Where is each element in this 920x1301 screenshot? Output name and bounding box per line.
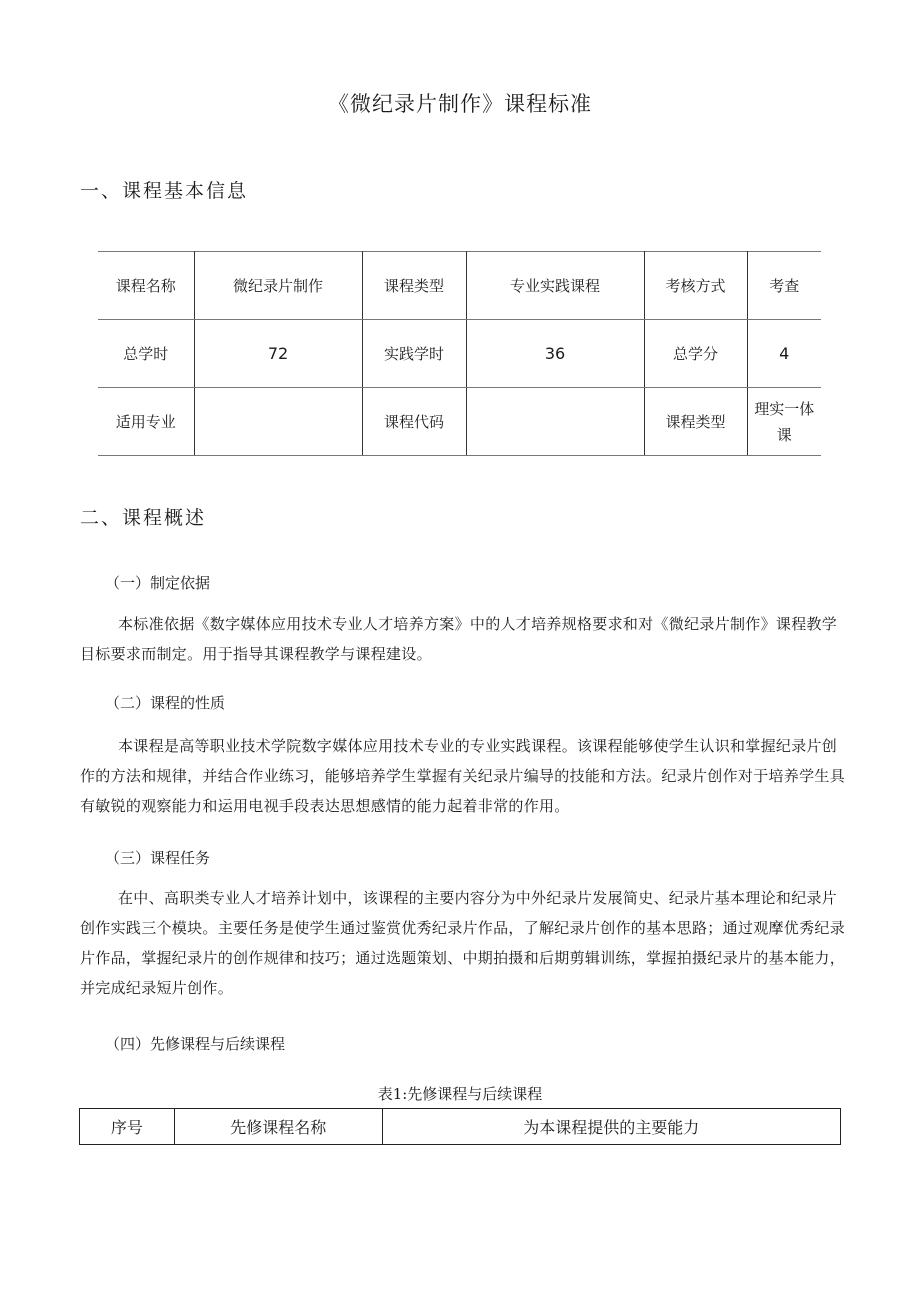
table-header-row	[80, 1109, 841, 1145]
paragraph-text: 本课程是高等职业技术学院数字媒体应用技术专业的专业实践课程。该课程能够使学生认识和掌握纪录片创作的方法和规律，并结合作业练习，能够培养学生掌握有关纪录片编导的技能和方法。纪录片创作对于培养学生具有敏锐的观察能力和运用电视手段表达思想感情的能力起着非常的作用。	[80, 737, 846, 815]
subsection-heading-basis: （一）制定依据	[105, 574, 211, 592]
column-header-abilities: 为本课程提供的主要能力	[382, 1109, 840, 1145]
info-value-major	[194, 388, 362, 456]
info-label-course-category: 课程类型	[644, 388, 747, 456]
section-heading-overview: 二、课程概述	[80, 507, 207, 529]
info-label-assessment: 考核方式	[644, 252, 747, 320]
info-label-credits: 总学分	[644, 320, 747, 388]
subsection-heading-prerequisites: （四）先修课程与后续课程	[105, 1035, 286, 1053]
table-row	[98, 388, 821, 456]
paragraph-text: 本标准依据《数字媒体应用技术专业人才培养方案》中的人才培养规格要求和对《微纪录片制作》课程教学目标要求而制定。用于指导其课程教学与课程建设。	[80, 615, 838, 663]
table-row	[98, 320, 821, 388]
info-value-course-type: 专业实践课程	[466, 252, 644, 320]
info-label-course-code: 课程代码	[362, 388, 466, 456]
paragraph-tasks	[80, 883, 850, 1003]
info-value-credits: 4	[747, 320, 821, 388]
subsection-heading-tasks: （三）课程任务	[105, 849, 211, 867]
column-header-course-name: 先修课程名称	[174, 1109, 382, 1145]
paragraph-basis	[80, 609, 850, 669]
info-label-course-type: 课程类型	[362, 252, 466, 320]
section-heading-basic-info: 一、课程基本信息	[80, 180, 249, 202]
prerequisite-courses-table	[79, 1108, 841, 1145]
info-value-course-code	[466, 388, 644, 456]
paragraph-text: 在中、高职类专业人才培养计划中，该课程的主要内容分为中外纪录片发展简史、纪录片基本理论和纪录片创作实践三个模块。主要任务是使学生通过鉴赏优秀纪录片作品，了解纪录片创作的基本思路；通过观摩优秀纪录片作品，掌握纪录片的创作规律和技巧；通过选题策划、中期拍摄和后期剪辑训练，掌握拍摄纪录片的基本能力，并完成纪录短片创作。	[80, 889, 846, 997]
table-caption: 表1:先修课程与后续课程	[377, 1085, 543, 1103]
info-label-course-name: 课程名称	[98, 252, 194, 320]
course-info-table	[98, 251, 821, 456]
table-row	[98, 252, 821, 320]
info-label-total-hours: 总学时	[98, 320, 194, 388]
info-value-assessment: 考查	[747, 252, 821, 320]
info-value-course-name: 微纪录片制作	[194, 252, 362, 320]
info-label-practice-hours: 实践学时	[362, 320, 466, 388]
subsection-heading-nature: （二）课程的性质	[105, 694, 226, 712]
info-value-course-category: 理实一体课	[747, 388, 821, 456]
info-value-practice-hours: 36	[466, 320, 644, 388]
info-value-total-hours: 72	[194, 320, 362, 388]
column-header-index: 序号	[80, 1109, 175, 1145]
info-label-major: 适用专业	[98, 388, 194, 456]
paragraph-nature	[80, 731, 850, 821]
page-title: 《微纪录片制作》课程标准	[328, 92, 592, 116]
